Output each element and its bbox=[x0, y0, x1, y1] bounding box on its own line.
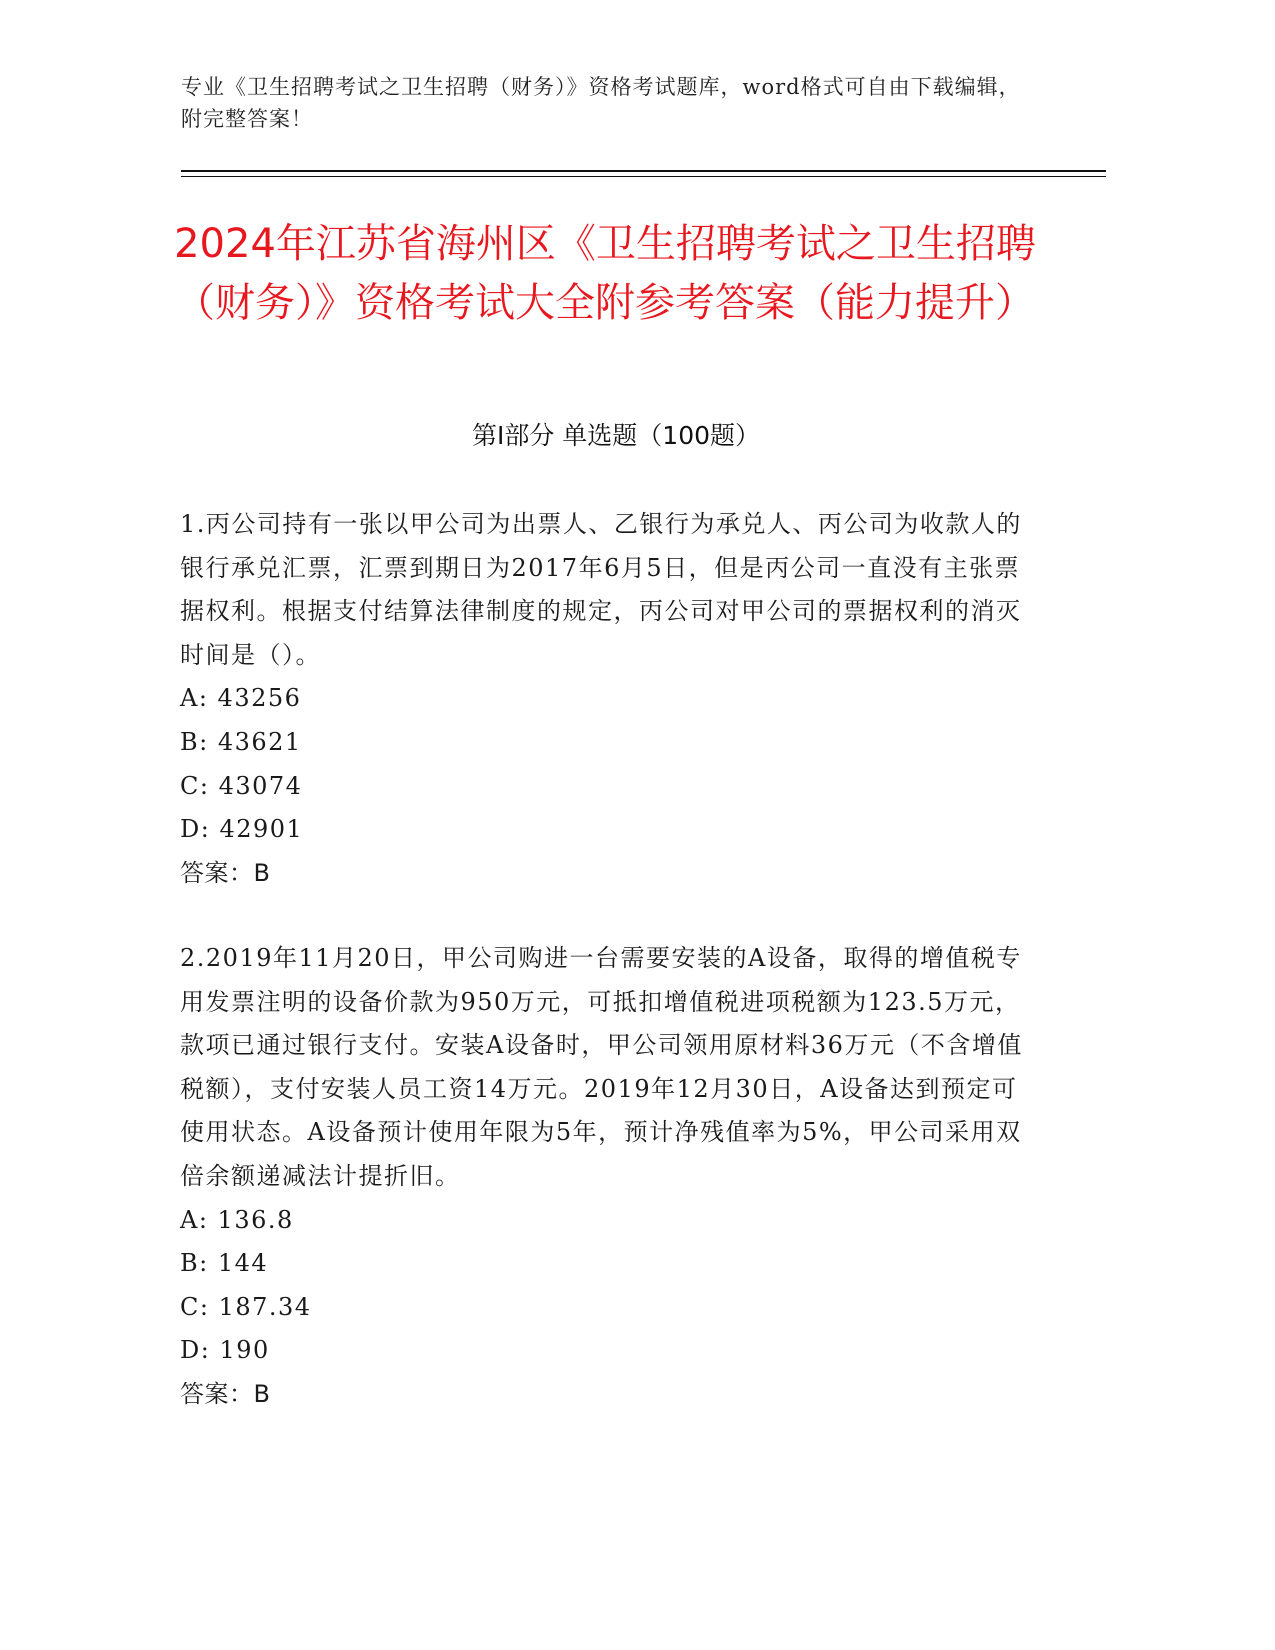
header-note: 专业《卫生招聘考试之卫生招聘（财务）》资格考试题库，word格式可自由下载编辑，附完整答案！ bbox=[181, 75, 1021, 131]
question-stem: 1.丙公司持有一张以甲公司为出票人、乙银行为承兑人、丙公司为收款人的银行承兑汇票，汇票到期日为2017年6月5日，但是丙公司一直没有主张票据权利。根据支付结算法律制度的规定，丙公司对甲公司的票据权利的消灭时间是（）。 bbox=[180, 510, 1022, 669]
option-c: C: 43074 bbox=[180, 771, 303, 800]
answer-line: 答案：B bbox=[180, 858, 271, 887]
header-divider-thick bbox=[181, 170, 1106, 172]
document-title: 2024年江苏省海州区《卫生招聘考试之卫生招聘（财务）》资格考试大全附参考答案（能力提升） bbox=[174, 221, 1036, 326]
question-stem: 2.2019年11月20日，甲公司购进一台需要安装的A设备，取得的增值税专用发票注明的设备价款为950万元，可抵扣增值税进项税额为123.5万元，款项已通过银行支付。安装A设备时，甲公司领用原材料36万元（不含增值税额），支付安装人员工资14万元。2019年12月30日，A设备达到预定可使用状态。A设备预计使用年限为5年，预计净残值率为5%，甲公司采用双倍余额递减法计提折旧。 bbox=[180, 944, 1023, 1190]
option-b: B: 144 bbox=[180, 1249, 269, 1278]
question-block bbox=[180, 503, 1040, 895]
section-heading: 第I部分 单选题（100题） bbox=[471, 421, 761, 450]
option-c: C: 187.34 bbox=[180, 1292, 312, 1321]
option-d: D: 190 bbox=[180, 1336, 270, 1365]
option-a: A: 43256 bbox=[180, 684, 302, 713]
answer-line: 答案：B bbox=[180, 1379, 271, 1408]
option-a: A: 136.8 bbox=[180, 1205, 294, 1234]
option-d: D: 42901 bbox=[180, 815, 304, 844]
question-block bbox=[180, 937, 1040, 1417]
option-b: B: 43621 bbox=[180, 727, 302, 756]
header-divider-thin bbox=[181, 176, 1106, 177]
